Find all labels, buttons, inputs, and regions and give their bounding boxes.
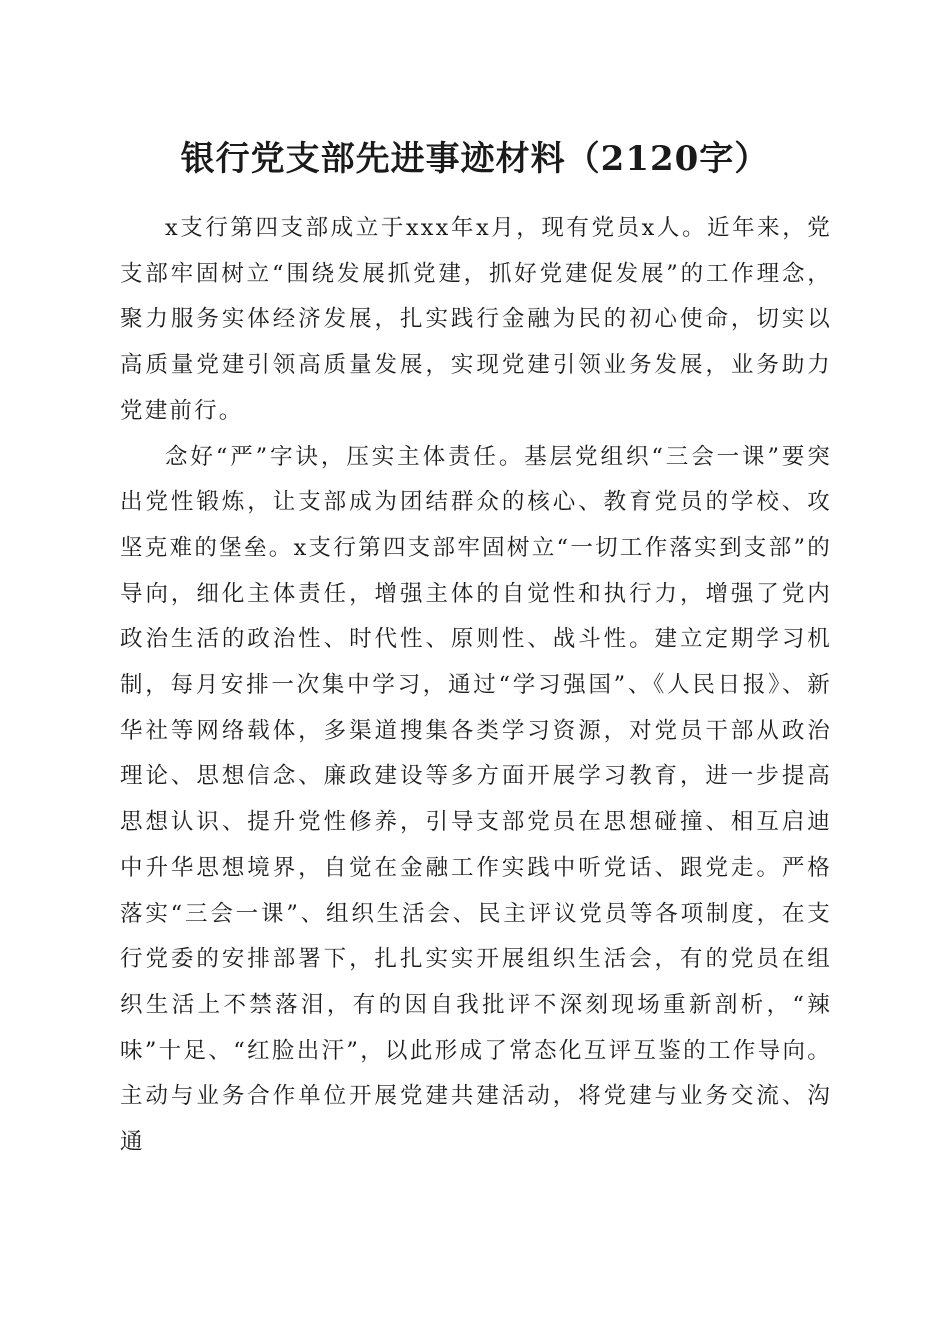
paragraph-responsibility: 念好“严”字诀，压实主体责任。基层党组织“三会一课”要突出党性锻炼，让支部成为团结群众的核心、教育党员的学校、攻坚克难的堡垒。x支行第四支部牢固树立“一切工作落实到支部”的导向，细化主体责任，增强主体的自觉性和执行力，增强了党内政治生活的政治性、时代性、原则性、战斗性。建立定期学习机制，每月安排一次集中学习，通过“学习强国”、《人民日报》、新华社等网络载体，多渠道搜集各类学习资源，对党员干部从政治理论、思想信念、廉政建设等多方面开展学习教育，进一步提高思想认识、提升党性修养，引导支部党员在思想碰撞、相互启迪中升华思想境界，自觉在金融工作实践中听党话、跟党走。严格落实“三会一课”、组织生活会、民主评议党员等各项制度，在支行党委的安排部署下，扎扎实实开展组织生活会，有的党员在组织生活上不禁落泪，有的因自我批评不深刻现场重新剖析，“辣味”十足、“红脸出汗”，以此形成了常态化互评互鉴的工作导向。主动与业务合作单位开展党建共建活动，将党建与业务交流、沟通 <box>120 443 832 1156</box>
document-body <box>120 206 832 1166</box>
paragraph-intro: x支行第四支部成立于xxx年x月，现有党员x人。近年来，党支部牢固树立“围绕发展抓党建，抓好党建促发展”的工作理念，聚力服务实体经济发展，扎实践行金融为民的初心使命，切实以高质量党建引领高质量发展，实现党建引领业务发展，业务助力党建前行。 <box>120 215 832 424</box>
document-title: 银行党支部先进事迹材料（2120字） <box>180 139 770 179</box>
